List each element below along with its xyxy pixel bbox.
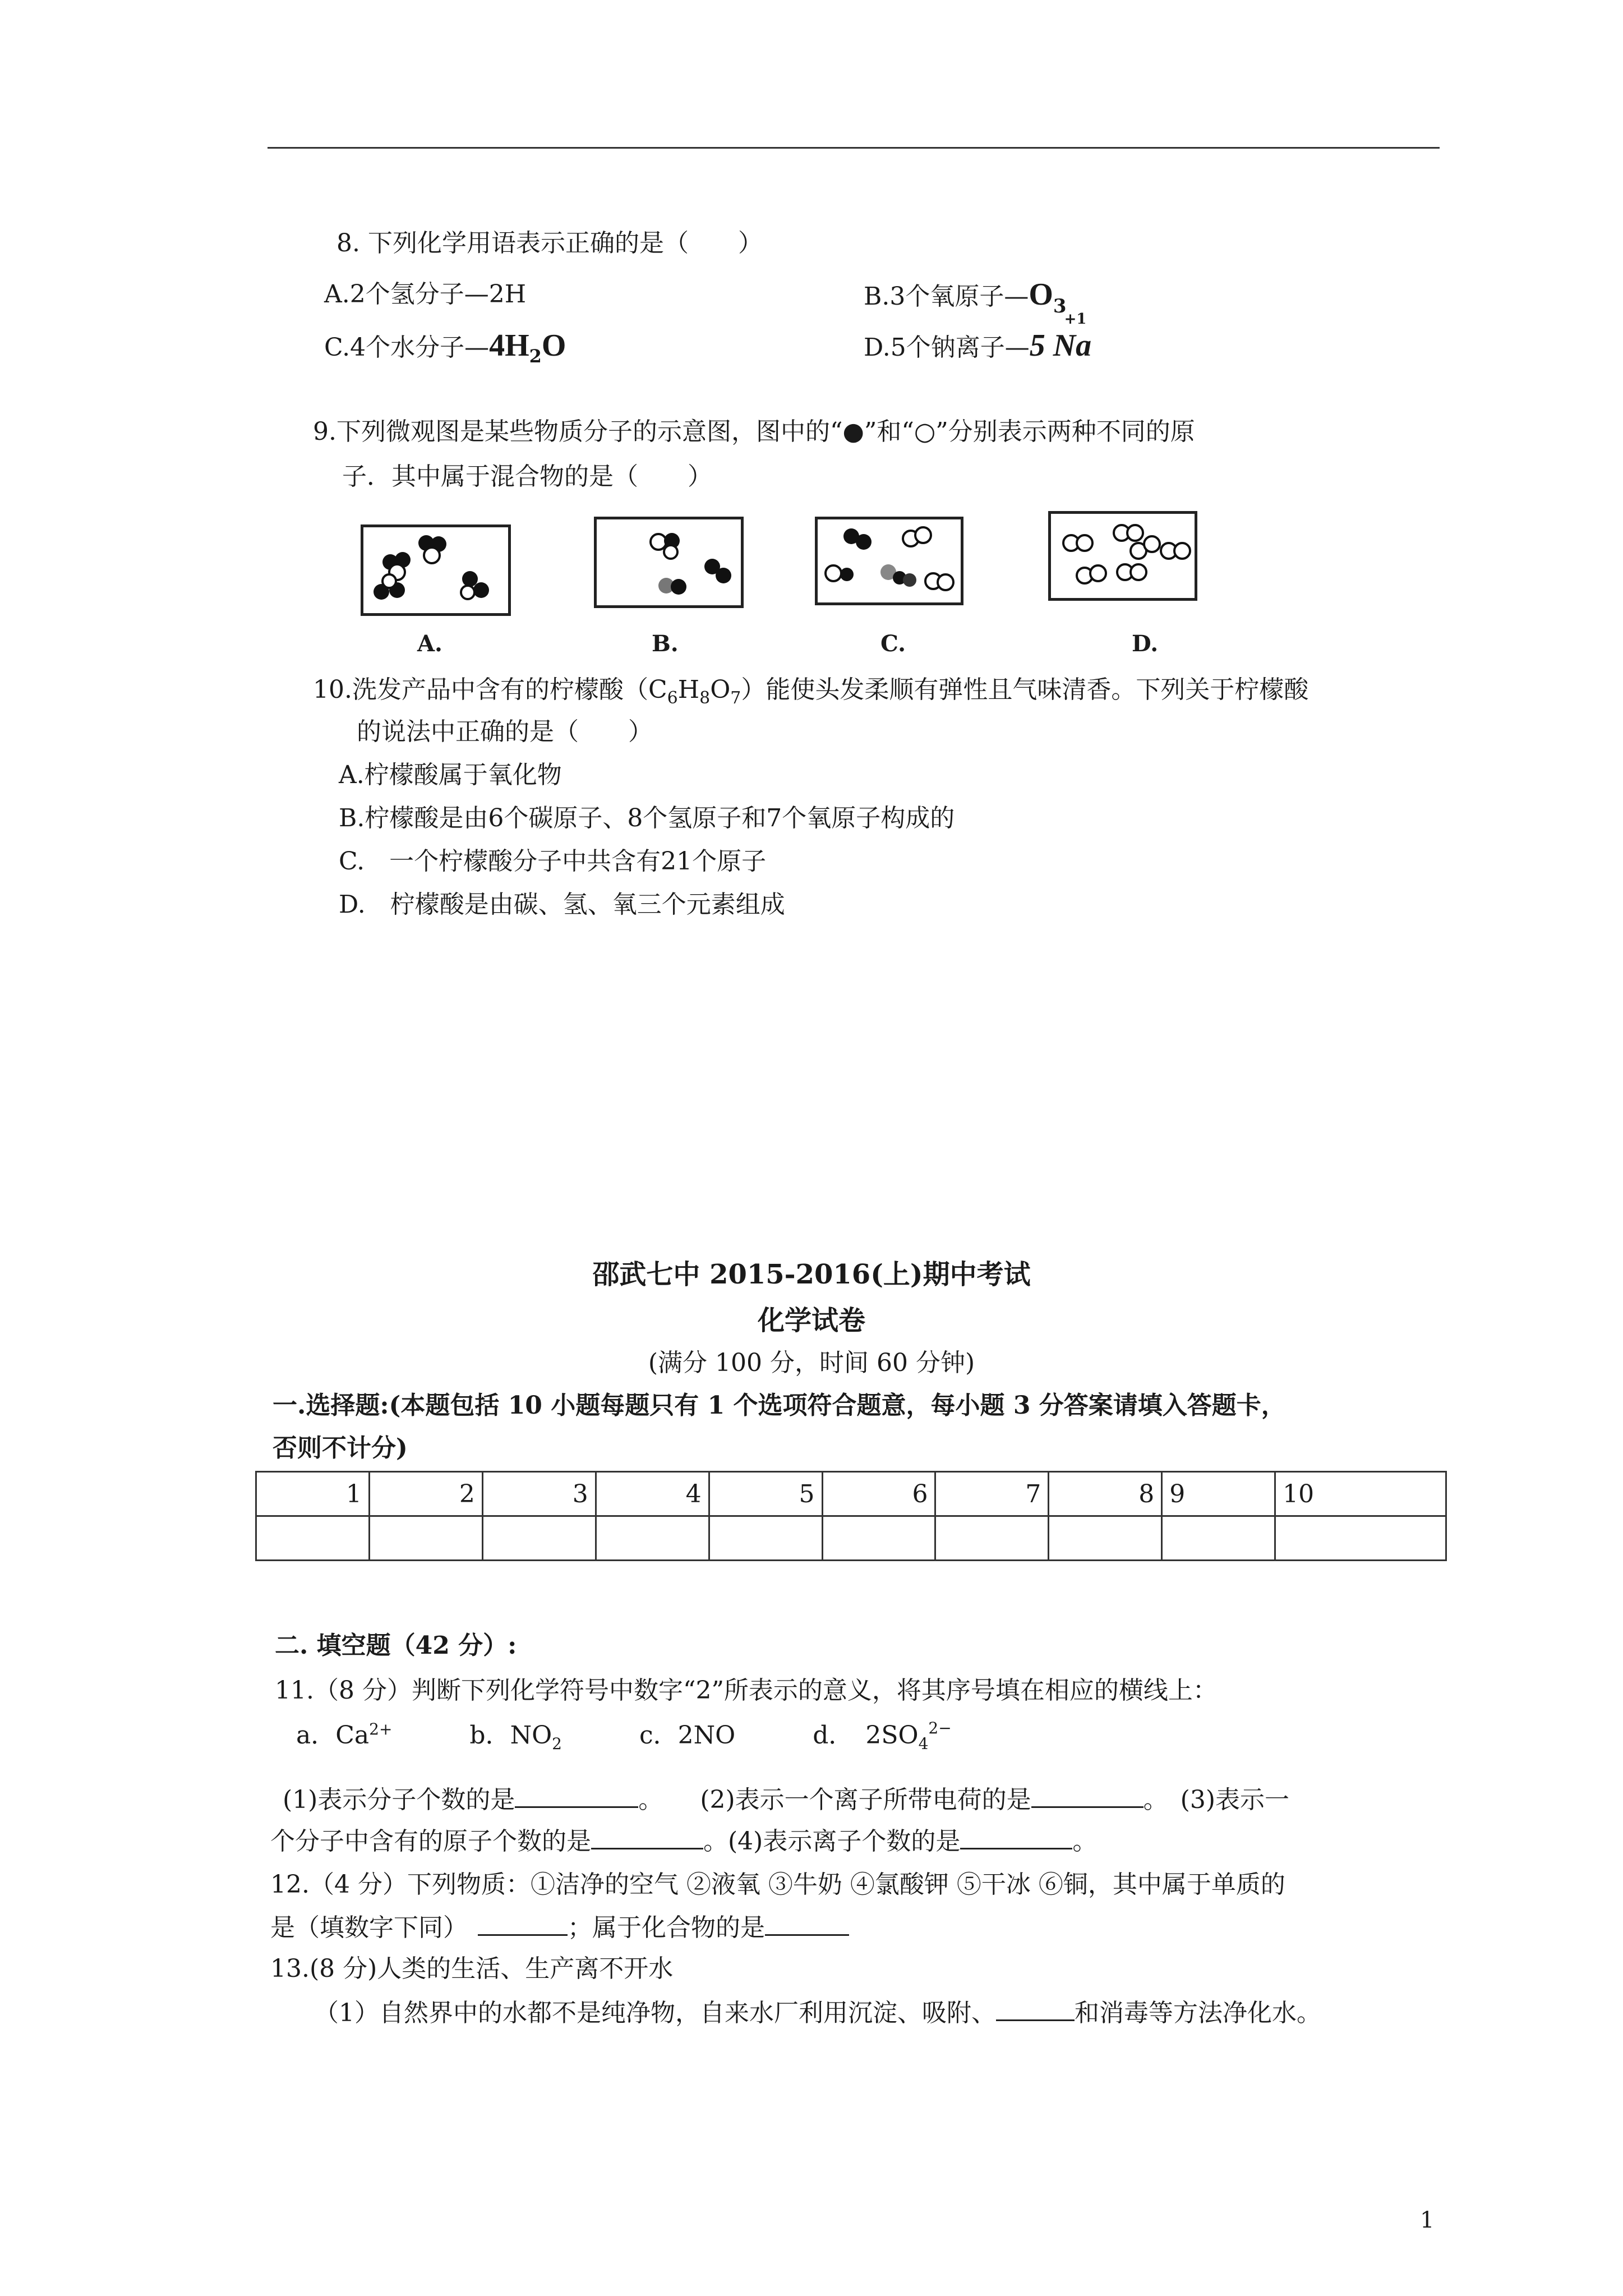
answer-cell-6[interactable] [822, 1516, 935, 1561]
q10-option-a: A.柠檬酸属于氧化物 [339, 761, 562, 789]
q8-stem: 8. 下列化学用语表示正确的是（ ） [336, 229, 763, 257]
page-number: 1 [1420, 2207, 1435, 2233]
q11-options: a．$Ca^{2+}$ b．$NO_2$ c．2NO d． $2SO_4^{2-}$ [296, 1719, 952, 1753]
diagram-label-c: C. [880, 631, 906, 657]
q11-blank-3[interactable] [591, 1823, 703, 1849]
q10-option-b: B.柠檬酸是由6个碳原子、8个氢原子和7个氧原子构成的 [339, 804, 955, 832]
diagram-b-molecules [597, 519, 741, 605]
q8-option-b: B.3个氧原子$—O_{3+1}$ [864, 277, 1087, 328]
q11-stem: 11.（8 分）判断下列化学符号中数字“2”所表示的意义，将其序号填在相应的横线上： [275, 1676, 1218, 1705]
answer-col-9: 9 [1162, 1472, 1275, 1516]
answer-col-10: 10 [1275, 1472, 1446, 1516]
section1-line2: 否则不计分) [273, 1434, 408, 1462]
diagram-d-box [1048, 511, 1197, 601]
answer-col-6: 6 [822, 1472, 935, 1516]
q10-option-d: D. 柠檬酸是由碳、氢、氧三个元素组成 [339, 890, 785, 919]
answer-col-5: 5 [709, 1472, 822, 1516]
exam-note: (满分 100 分，时间 60 分钟) [648, 1349, 975, 1377]
answer-col-7: 7 [935, 1472, 1049, 1516]
answer-cell-7[interactable] [935, 1516, 1049, 1561]
answer-col-8: 8 [1049, 1472, 1162, 1516]
diagram-c-molecules [818, 519, 961, 602]
answer-table-answer-row [256, 1516, 1446, 1561]
diagram-d-molecules [1051, 514, 1195, 598]
q10-option-c: C. 一个柠檬酸分子中共含有21个原子 [339, 847, 767, 876]
exam-subject: 化学试卷 [757, 1305, 865, 1336]
q12-blank-2[interactable] [765, 1910, 849, 1936]
diagram-label-d: D. [1132, 631, 1159, 657]
q10-line1: 10.洗发产品中含有的柠檬酸$(C_6H_8O_7)$能使头发柔顺有弹性且气味清香。下列关于柠檬酸 [313, 675, 1309, 708]
q12-blank-1[interactable] [478, 1910, 568, 1936]
section2-title: 二. 填空题（42 分）: [275, 1631, 517, 1660]
q10-line2: 的说法中正确的是（ ） [357, 717, 653, 746]
answer-cell-9[interactable] [1162, 1516, 1275, 1561]
q11-blank-1[interactable] [515, 1782, 638, 1808]
q9-line2: 子．其中属于混合物的是（ ） [342, 462, 712, 491]
diagram-label-a: A. [417, 631, 442, 657]
q12-line2: 是（填数字下同） ；属于化合物的是 [270, 1910, 849, 1945]
q8-option-d: D.5个钠离子—5 Na [864, 328, 1092, 363]
q8-option-c: C.4个水分子$—4H_2O$ [324, 328, 566, 367]
answer-table-header-row [256, 1472, 1446, 1516]
header-rule [268, 147, 1440, 149]
answer-cell-4[interactable] [596, 1516, 709, 1561]
q13-blank-1[interactable] [996, 1995, 1075, 2021]
answer-cell-2[interactable] [369, 1516, 482, 1561]
answer-cell-5[interactable] [709, 1516, 822, 1561]
q13-stem: 13.(8 分)人类的生活、生产离不开水 [270, 1954, 674, 1983]
diagram-c-box [815, 517, 963, 605]
answer-table [255, 1471, 1447, 1561]
q13-part1: （1）自然界中的水都不是纯净物，自来水厂利用沉淀、吸附、 和消毒等方法净化水。 [314, 1995, 1321, 2030]
answer-cell-10[interactable] [1275, 1516, 1446, 1561]
diagram-a-molecules [363, 527, 508, 613]
q11-line2: 个分子中含有的原子个数的是 。(4)表示离子个数的是 。 [270, 1823, 1097, 1858]
answer-cell-8[interactable] [1049, 1516, 1162, 1561]
q11-blank-4[interactable] [960, 1823, 1072, 1849]
section1-line1: 一.选择题:(本题包括 10 小题每题只有 1 个选项符合题意，每小题 3 分答案请填入答题卡， [273, 1391, 1286, 1420]
q11-blank-2[interactable] [1031, 1782, 1144, 1808]
exam-title: 邵武七中 2015-2016(上)期中考试 [592, 1259, 1031, 1290]
answer-col-2: 2 [369, 1472, 482, 1516]
answer-cell-3[interactable] [482, 1516, 596, 1561]
diagram-b-box [594, 517, 744, 608]
diagram-label-b: B. [652, 631, 679, 657]
q8-option-a: A.2个氢分子—2H [324, 280, 527, 309]
answer-col-4: 4 [596, 1472, 709, 1516]
diagram-a-box [361, 524, 511, 616]
q9-line1: 9.下列微观图是某些物质分子的示意图，图中的“●”和“○”分别表示两种不同的原 [313, 417, 1195, 446]
answer-col-3: 3 [482, 1472, 596, 1516]
q12-line1: 12.（4 分）下列物质：①洁净的空气 ②液氧 ③牛奶 ④氯酸钾 ⑤干冰 ⑥铜，其中属于单质的 [270, 1870, 1285, 1899]
answer-col-1: 1 [256, 1472, 370, 1516]
q11-line1: (1)表示分子个数的是 。 (2)表示一个离子所带电荷的是 。 (3)表示一 [283, 1782, 1289, 1817]
answer-cell-1[interactable] [256, 1516, 370, 1561]
